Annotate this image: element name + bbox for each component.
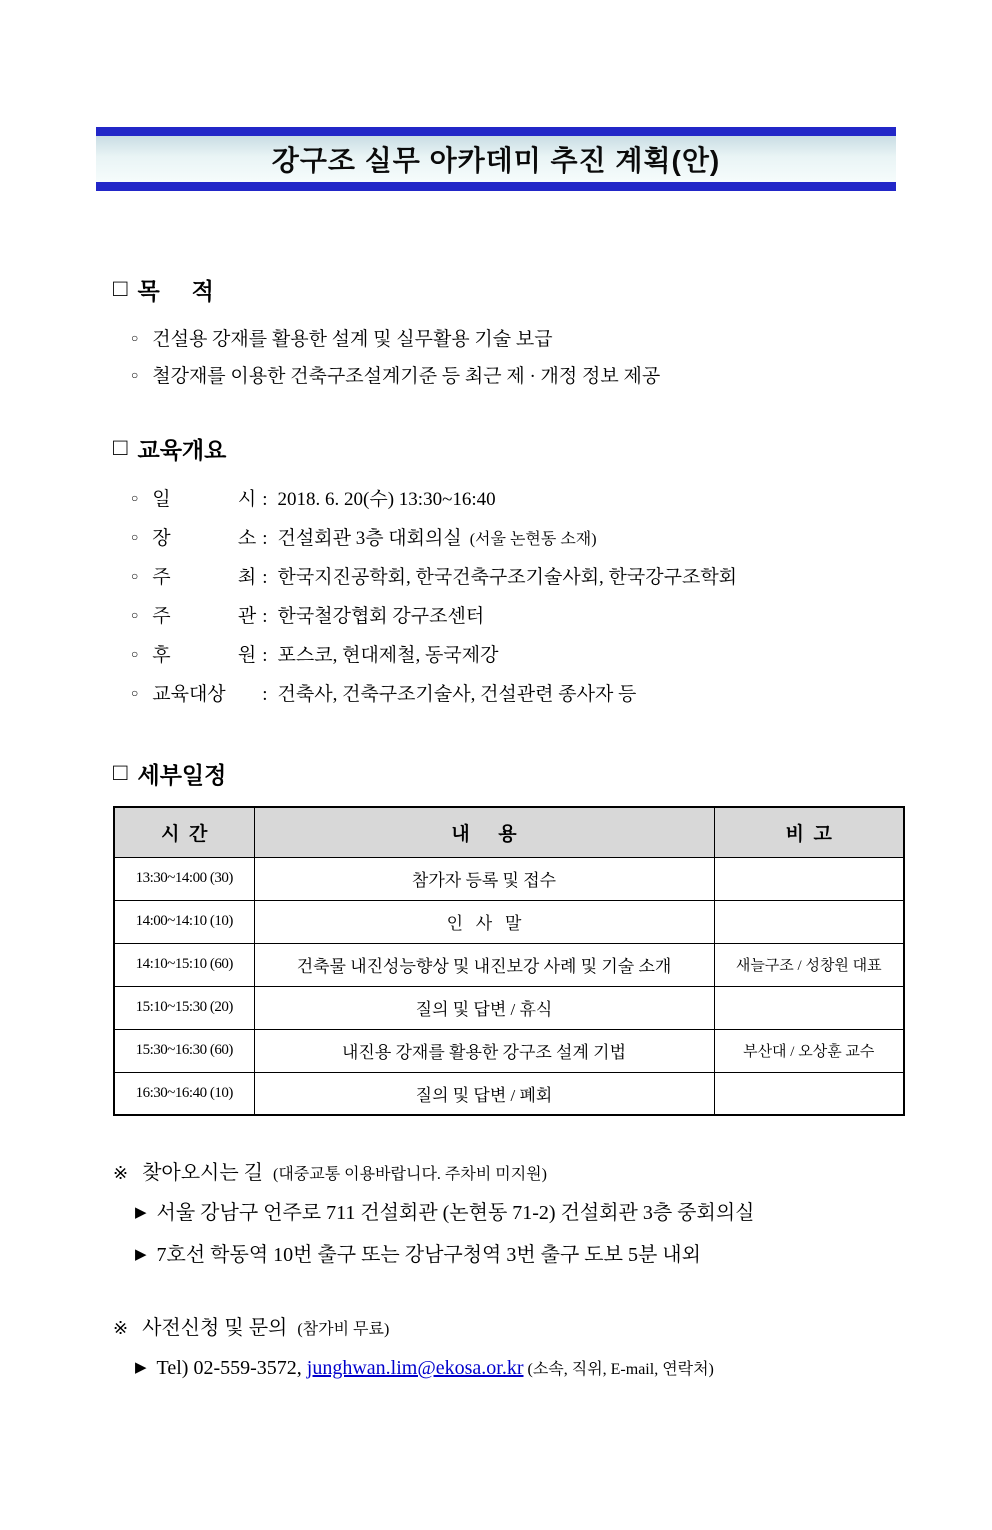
list-item (131, 559, 992, 598)
banner-body (96, 136, 896, 182)
schedule-table (113, 806, 905, 1116)
page-title: 강구조 실무 아카데미 추진 계획(안) (271, 145, 721, 176)
table-row (114, 900, 904, 943)
circle-bullet-icon: ○ (131, 686, 139, 700)
table-row (114, 1072, 904, 1115)
overview-label: 주 최 (152, 567, 257, 588)
reference-mark-icon: ※ (113, 1318, 129, 1338)
overview-label: 장 소 (152, 528, 257, 549)
section-heading-overview (113, 432, 992, 465)
circle-bullet-icon: ○ (131, 569, 139, 583)
colon-separator: : (262, 606, 268, 627)
column-header-time: 시 간 (114, 807, 254, 857)
contact-tel: Tel) 02-559-3572, (156, 1357, 307, 1379)
square-bullet-icon: □ (113, 433, 128, 461)
cell-time: 14:00~14:10 (10) (114, 900, 254, 943)
list-item (135, 1193, 992, 1235)
overview-label: 주 관 (152, 606, 257, 627)
list-item (131, 520, 992, 559)
circle-bullet-icon: ○ (131, 608, 139, 622)
colon-separator: : (262, 684, 268, 705)
title-banner (96, 127, 896, 191)
circle-bullet-icon: ○ (131, 491, 139, 505)
arrow-bullet-icon: ▶ (135, 1205, 147, 1221)
cell-content: 참가자 등록 및 접수 (254, 857, 714, 900)
overview-label: 일 시 (152, 489, 257, 510)
cell-note (714, 857, 904, 900)
contact-title-row (113, 1311, 992, 1340)
section-heading-schedule (113, 757, 992, 790)
circle-bullet-icon: ○ (131, 368, 139, 382)
list-item (131, 598, 992, 637)
banner-bottom-rule (96, 182, 896, 191)
cell-time: 14:10~15:10 (60) (114, 943, 254, 986)
section-title-overview: 교육개요 (137, 437, 227, 463)
cell-time: 15:30~16:30 (60) (114, 1029, 254, 1072)
arrow-bullet-icon: ▶ (135, 1360, 147, 1376)
circle-bullet-icon: ○ (131, 530, 139, 544)
directions-paren: (대중교통 이용바랍니다. 주차비 미지원) (273, 1166, 547, 1183)
contact-suffix: (소속, 직위, E-mail, 연락처) (523, 1361, 714, 1378)
list-item (131, 676, 992, 715)
column-header-content: 내 용 (254, 807, 714, 857)
list-item (131, 637, 992, 676)
square-bullet-icon: □ (113, 274, 128, 302)
cell-time: 16:30~16:40 (10) (114, 1072, 254, 1115)
reference-mark-icon: ※ (113, 1163, 129, 1183)
directions-title-row (113, 1156, 992, 1185)
cell-note: 부산대 / 오상훈 교수 (714, 1029, 904, 1072)
overview-label: 후 원 (152, 645, 257, 666)
list-item (131, 359, 992, 396)
table-row (114, 857, 904, 900)
colon-separator: : (262, 567, 268, 588)
directions-title: 찾아오시는 길 (142, 1162, 264, 1184)
directions-list (135, 1193, 992, 1277)
colon-separator: : (262, 489, 268, 510)
overview-value: 건축사, 건축구조기술사, 건설관련 종사자 등 (277, 684, 637, 705)
cell-note (714, 900, 904, 943)
contact-paren: (참가비 무료) (297, 1321, 390, 1338)
purpose-list (131, 322, 992, 396)
overview-value: 한국철강협회 강구조센터 (277, 606, 485, 627)
table-row (114, 1029, 904, 1072)
overview-value: 건설회관 3층 대회의실 (277, 528, 462, 549)
colon-separator: : (262, 645, 268, 666)
purpose-item-text: 건설용 강재를 활용한 설계 및 실무활용 기술 보급 (152, 329, 553, 350)
overview-list (131, 481, 992, 715)
arrow-bullet-icon: ▶ (135, 1247, 147, 1263)
overview-value: 2018. 6. 20(수) 13:30~16:40 (277, 489, 496, 510)
directions-item-text: 서울 강남구 언주로 711 건설회관 (논현동 71-2) 건설회관 3층 중회의실 (156, 1202, 755, 1224)
banner-top-rule (96, 127, 896, 136)
email-link[interactable]: junghwan.lim@ekosa.or.kr (306, 1357, 524, 1379)
cell-note (714, 1072, 904, 1115)
cell-note: 새늘구조 / 성창원 대표 (714, 943, 904, 986)
cell-time: 13:30~14:00 (30) (114, 857, 254, 900)
list-item (131, 481, 992, 520)
section-heading-purpose (113, 273, 992, 306)
overview-paren: (서울 논현동 소재) (469, 531, 597, 548)
cell-content: 질의 및 답변 / 휴식 (254, 986, 714, 1029)
contact-title: 사전신청 및 문의 (142, 1317, 288, 1339)
cell-content: 질의 및 답변 / 폐회 (254, 1072, 714, 1115)
circle-bullet-icon: ○ (131, 647, 139, 661)
square-bullet-icon: □ (113, 758, 128, 786)
overview-label: 교육대상 (152, 684, 226, 705)
cell-content: 건축물 내진성능향상 및 내진보강 사례 및 기술 소개 (254, 943, 714, 986)
colon-separator: : (262, 528, 268, 549)
overview-value: 포스코, 현대제철, 동국제강 (277, 645, 499, 666)
cell-content: 내진용 강재를 활용한 강구조 설계 기법 (254, 1029, 714, 1072)
cell-time: 15:10~15:30 (20) (114, 986, 254, 1029)
table-header-row (114, 807, 904, 857)
purpose-item-text: 철강재를 이용한 건축구조설계기준 등 최근 제 · 개정 정보 제공 (152, 366, 661, 387)
contact-note (113, 1311, 992, 1390)
document-page (0, 127, 992, 1530)
list-item (135, 1348, 992, 1390)
circle-bullet-icon: ○ (131, 331, 139, 345)
directions-item-text: 7호선 학동역 10번 출구 또는 강남구청역 3번 출구 도보 5분 내외 (156, 1244, 701, 1266)
cell-content: 인 사 말 (254, 900, 714, 943)
overview-value: 한국지진공학회, 한국건축구조기술사회, 한국강구조학회 (277, 567, 738, 588)
section-title-schedule: 세부일정 (137, 762, 227, 788)
cell-note (714, 986, 904, 1029)
section-title-purpose: 목 적 (137, 278, 214, 304)
list-item (135, 1235, 992, 1277)
contact-list (135, 1348, 992, 1390)
directions-note (113, 1156, 992, 1277)
column-header-note: 비 고 (714, 807, 904, 857)
list-item (131, 322, 992, 359)
table-row (114, 943, 904, 986)
table-row (114, 986, 904, 1029)
